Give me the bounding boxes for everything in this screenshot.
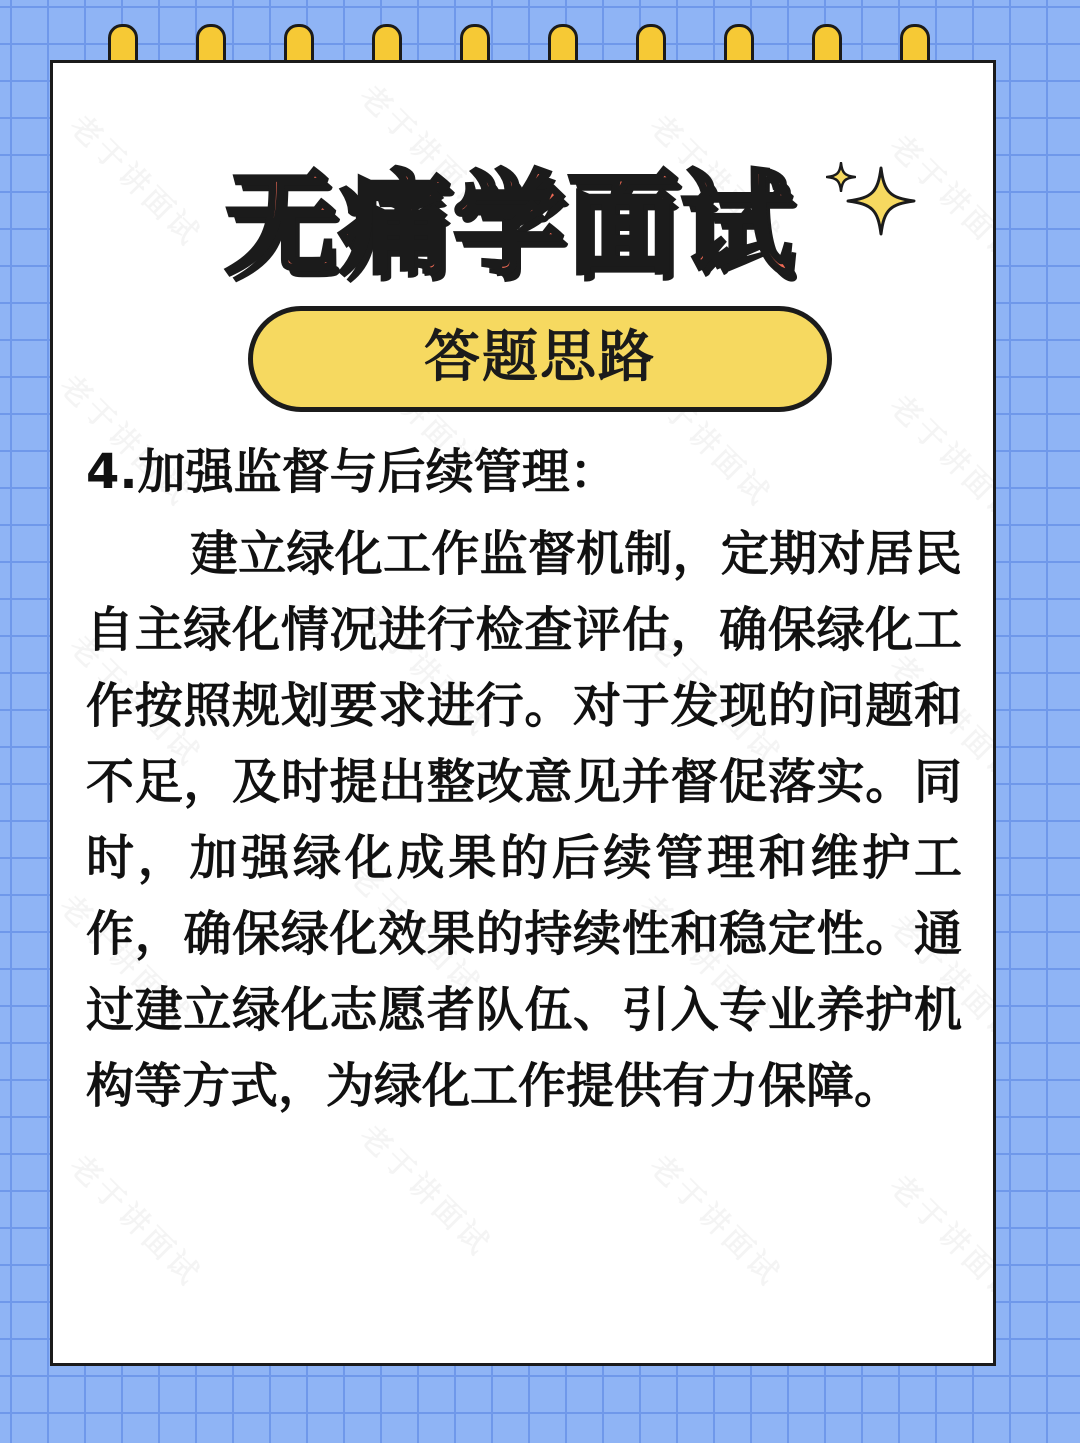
- body-paragraph: 建立绿化工作监督机制，定期对居民自主绿化情况进行检查评估，确保绿化工作按照规划要求进行。对于发现的问题和不足，及时提出整改意见并督促落实。同时，加强绿化成果的后续管理和维护工作，确保绿化效果的持续性和稳定性。通过建立绿化志愿者队伍、引入专业养护机构等方式，为绿化工作提供有力保障。: [86, 526, 962, 1114]
- subtitle-pill: 答题思路: [248, 306, 832, 412]
- watermark: [352, 1113, 503, 1264]
- section-heading: 4.加强监督与后续管理：: [86, 444, 618, 500]
- sparkle-icon: [846, 166, 916, 236]
- watermark: [642, 1143, 793, 1294]
- page-title: 无痛学面试: [225, 160, 795, 290]
- watermark: [882, 1163, 996, 1314]
- sparkle-icon: [826, 162, 856, 192]
- watermark: [62, 1143, 213, 1294]
